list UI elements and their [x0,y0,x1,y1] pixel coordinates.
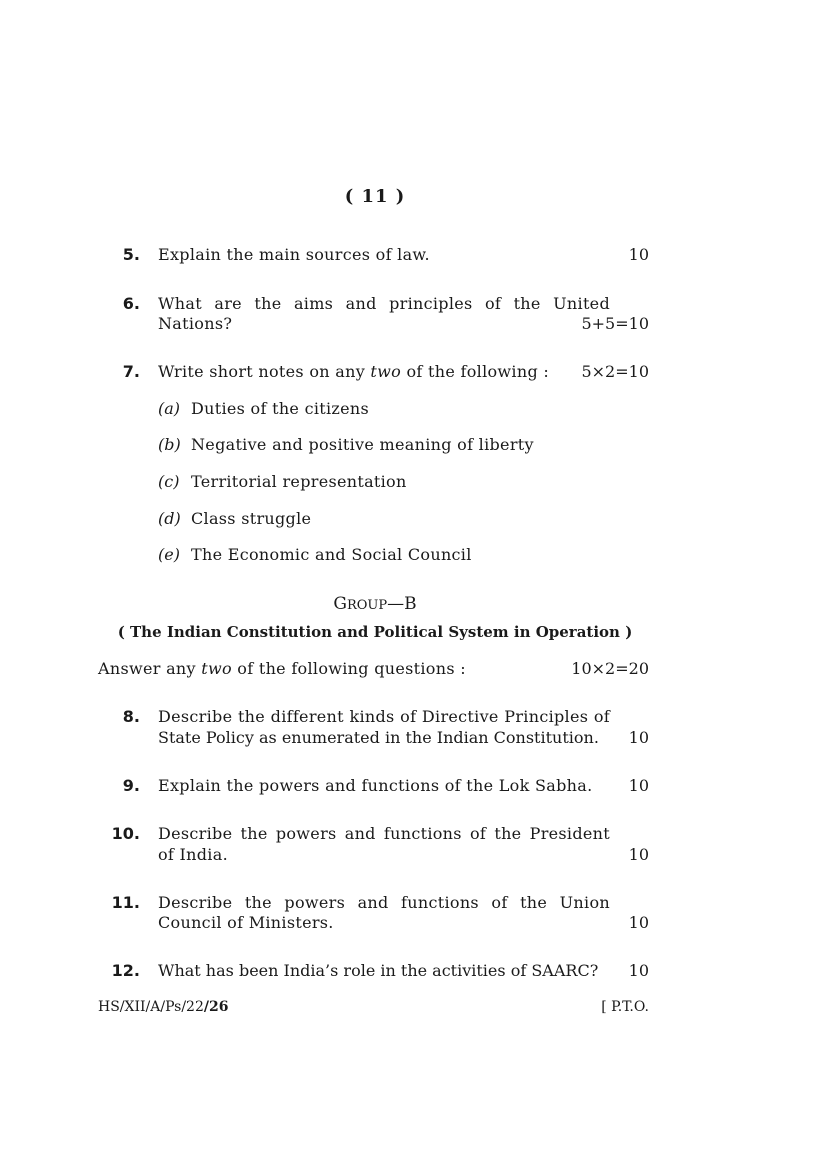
paper-code [98,999,228,1015]
question-number: 10. [111,824,140,843]
sub-item-text: Negative and positive meaning of liberty [191,435,534,454]
question-marks: 5+5=10 [581,314,649,333]
question-text [158,362,549,381]
question-text-line2: Council of Ministers. [158,913,334,932]
text-post: of the following : [401,362,550,381]
instruction-post: of the following questions : [231,659,466,678]
question-marks: 10 [628,913,649,932]
sub-item-text: Territorial representation [191,472,407,491]
group-title-first: G [333,594,347,614]
question-marks: 10 [628,845,649,864]
question-number: 9. [122,776,140,795]
question-text: Explain the powers and functions of the Lok Sabha. [158,776,593,795]
question-text-line1: What are the aims and principles of the United [158,294,610,313]
instruction-text [98,659,466,678]
pto-label: [ P.T.O. [601,999,649,1015]
question-number: 11. [111,893,140,912]
question-text-line2: State Policy as enumerated in the Indian Constitution. [158,728,599,747]
sub-item-label: (d) [158,509,181,528]
sub-item-text: Duties of the citizens [191,399,370,418]
text-emphasis: two [370,362,402,381]
group-title-suffix: —B [387,594,417,614]
question-marks: 10 [628,245,649,264]
question-marks: 10 [628,961,649,980]
sub-item-text: Class struggle [191,509,312,528]
group-subtitle: ( The Indian Constitution and Political System in Operation ) [117,623,633,641]
question-number: 5. [122,245,140,264]
question-marks: 10 [628,728,649,747]
question-text: Explain the main sources of law. [158,245,430,264]
question-marks: 10 [628,776,649,795]
question-number: 8. [122,707,140,726]
instruction-emphasis: two [201,659,232,678]
instruction-marks: 10×2=20 [571,659,649,678]
paper-code-main: HS/XII/A/Ps/22 [98,999,204,1015]
question-text-line1: Describe the different kinds of Directive Principles of [158,707,610,726]
question-text-line1: Describe the powers and functions of the President [158,824,610,843]
group-title [0,594,750,614]
question-text-line1: Describe the powers and functions of the Union [158,893,610,912]
question-number: 12. [111,961,140,980]
group-title-rest: ROUP [346,598,388,613]
page-number: ( 11 ) [344,186,406,207]
question-text-line2: Nations? [158,314,233,333]
question-number: 7. [122,362,140,381]
instruction-pre: Answer any [98,659,202,678]
question-text: What has been India’s role in the activities of SAARC? [158,961,599,980]
sub-item-label: (a) [158,399,181,418]
text-pre: Write short notes on any [158,362,371,381]
sub-item-label: (b) [158,435,181,454]
sub-item-label: (c) [158,472,180,491]
sub-item-text: The Economic and Social Council [191,545,472,564]
question-marks: 5×2=10 [581,362,649,381]
question-text-line2: of India. [158,845,228,864]
sub-item-label: (e) [158,545,180,564]
paper-code-total: /26 [203,999,229,1015]
question-number: 6. [122,294,140,313]
